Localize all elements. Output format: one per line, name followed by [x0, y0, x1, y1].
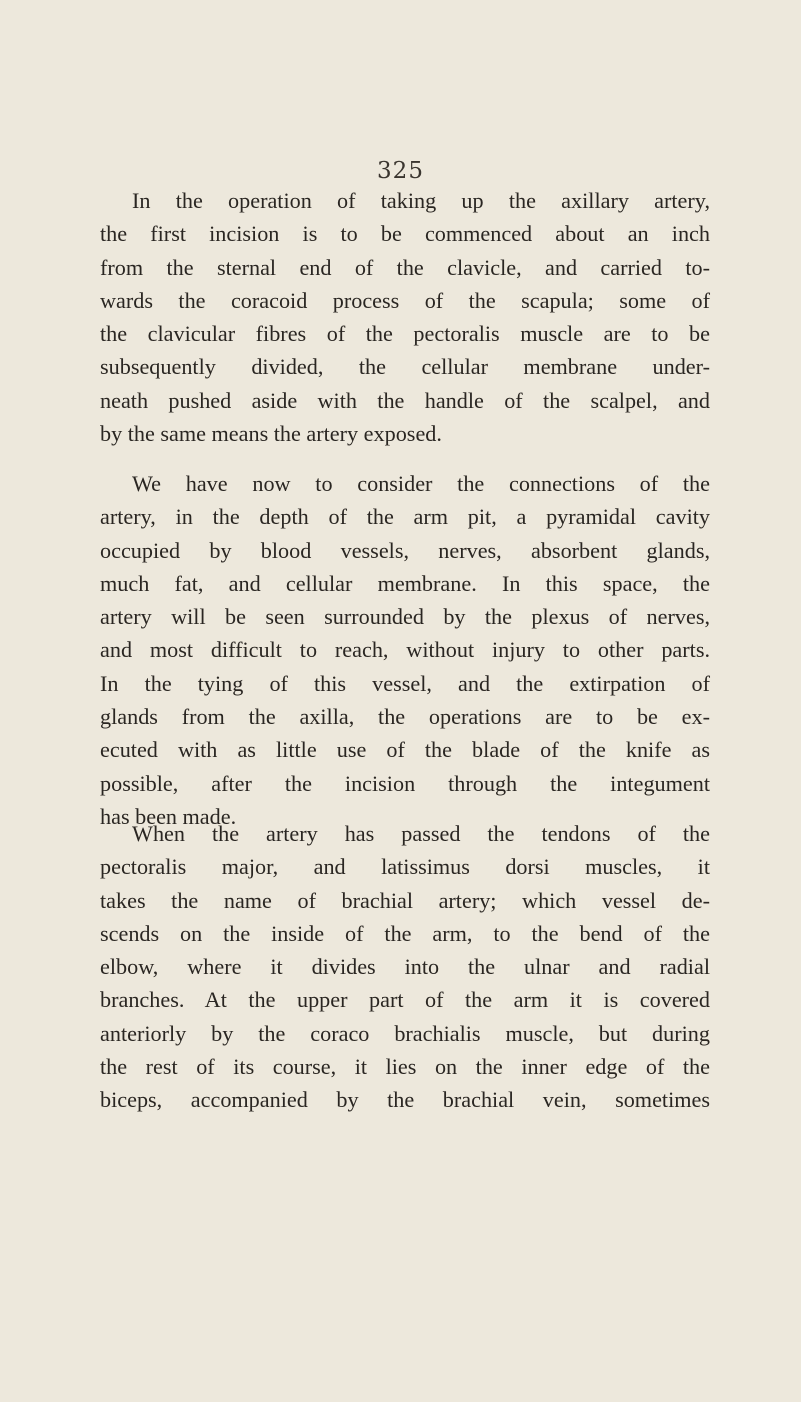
text-line: neath pushed aside with the handle of the scalpel, and	[100, 387, 710, 413]
text-line: ecuted with as little use of the blade of the knife as	[100, 737, 710, 763]
page-number: 325	[377, 158, 424, 184]
text-line: We have now to consider the connections of the	[132, 471, 710, 496]
paragraph-brachial-artery	[100, 817, 710, 1117]
text-line: elbow, where it divides into the ulnar and radial	[100, 954, 710, 980]
text-line: pectoralis major, and latissimus dorsi muscles, it	[100, 854, 710, 880]
text-line: much fat, and cellular membrane. In this space, the	[100, 570, 710, 596]
paragraph-artery-connections	[100, 467, 710, 833]
text-line: has been made.	[100, 803, 237, 829]
text-line: subsequently divided, the cellular membrane under-	[100, 354, 710, 380]
text-line: When the artery has passed the tendons of the	[132, 821, 710, 846]
paragraph-axillary-operation	[100, 184, 710, 450]
text-line: scends on the inside of the arm, to the bend of the	[100, 920, 710, 946]
text-line: branches. At the upper part of the arm it is covered	[100, 987, 710, 1013]
text-line: the clavicular fibres of the pectoralis muscle are to be	[100, 321, 710, 347]
text-line: by the same means the artery exposed.	[100, 421, 442, 447]
text-line: from the sternal end of the clavicle, and carried to-	[100, 254, 710, 280]
text-line: the rest of its course, it lies on the inner edge of the	[100, 1054, 710, 1080]
text-line: artery will be seen surrounded by the plexus of nerves,	[100, 604, 710, 630]
text-line: possible, after the incision through the integument	[100, 770, 710, 796]
text-line: wards the coracoid process of the scapula; some of	[100, 287, 710, 313]
text-line: and most difficult to reach, without injury to other parts.	[100, 637, 710, 663]
text-line: occupied by blood vessels, nerves, absorbent glands,	[100, 537, 710, 563]
text-line: takes the name of brachial artery; which vessel de-	[100, 887, 710, 913]
text-line: anteriorly by the coraco brachialis muscle, but during	[100, 1020, 710, 1046]
text-line: glands from the axilla, the operations are to be ex-	[100, 704, 710, 730]
text-line: artery, in the depth of the arm pit, a pyramidal cavity	[100, 504, 710, 530]
text-line: In the operation of taking up the axillary artery,	[132, 188, 710, 213]
text-line: In the tying of this vessel, and the extirpation of	[100, 670, 710, 696]
text-line: the first incision is to be commenced about an inch	[100, 221, 710, 247]
text-line: biceps, accompanied by the brachial vein, sometimes	[100, 1087, 710, 1113]
